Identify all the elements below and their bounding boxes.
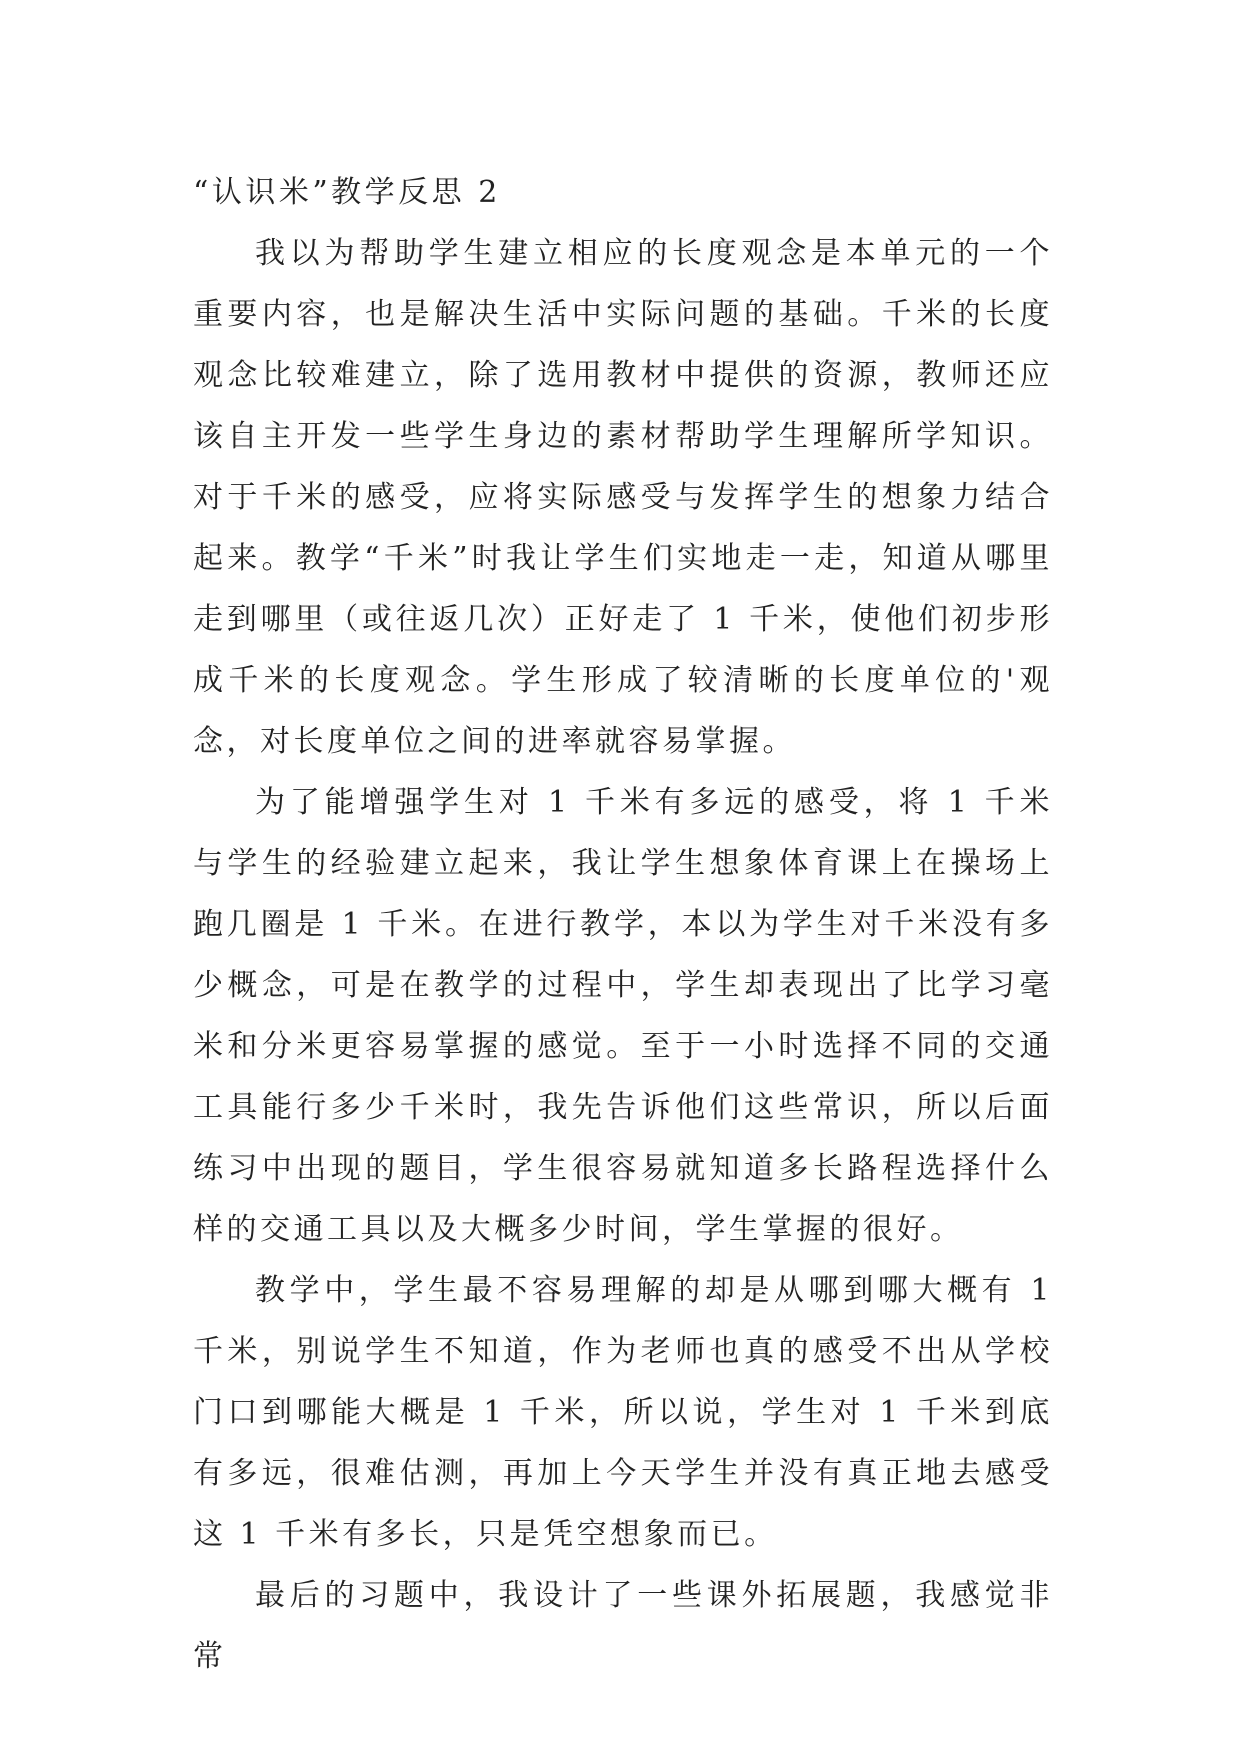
document-title: “认识米”教学反思 2 xyxy=(193,175,501,210)
paragraph-2: 为了能增强学生对 1 千米有多远的感受，将 1 千米与学生的经验建立起来，我让学生想象体育课上在操场上跑几圈是 1 千米。在进行教学，本以为学生对千米没有多少概念，可是在教学的过程中，学生却表现出了比学习毫米和分米更容易掌握的感觉。至于一小时选择不同的交通工具能行多少千米时，我先告诉他们这些常识，所以后面练习中出现的题目，学生很容易就知道多长路程选择什么样的交通工具以及大概多少时间，学生掌握的很好。 xyxy=(193,785,1053,1247)
document-body xyxy=(193,162,1053,1687)
paragraph-1: 我以为帮助学生建立相应的长度观念是本单元的一个重要内容，也是解决生活中实际问题的基础。千米的长度观念比较难建立，除了选用教材中提供的资源，教师还应该自主开发一些学生身边的素材帮助学生理解所学知识。对于千米的感受，应将实际感受与发挥学生的想象力结合起来。教学“千米”时我让学生们实地走一走，知道从哪里走到哪里（或往返几次）正好走了 1 千米，使他们初步形成千米的长度观念。学生形成了较清晰的长度单位的'观念，对长度单位之间的进率就容易掌握。 xyxy=(193,236,1053,759)
paragraph-4: 最后的习题中，我设计了一些课外拓展题，我感觉非常 xyxy=(193,1578,1053,1674)
paragraph-3: 教学中，学生最不容易理解的却是从哪到哪大概有 1 千米，别说学生不知道，作为老师也真的感受不出从学校门口到哪能大概是 1 千米，所以说，学生对 1 千米到底有多远，很难估测，再加上今天学生并没有真正地去感受这 1 千米有多长，只是凭空想象而已。 xyxy=(193,1273,1053,1552)
